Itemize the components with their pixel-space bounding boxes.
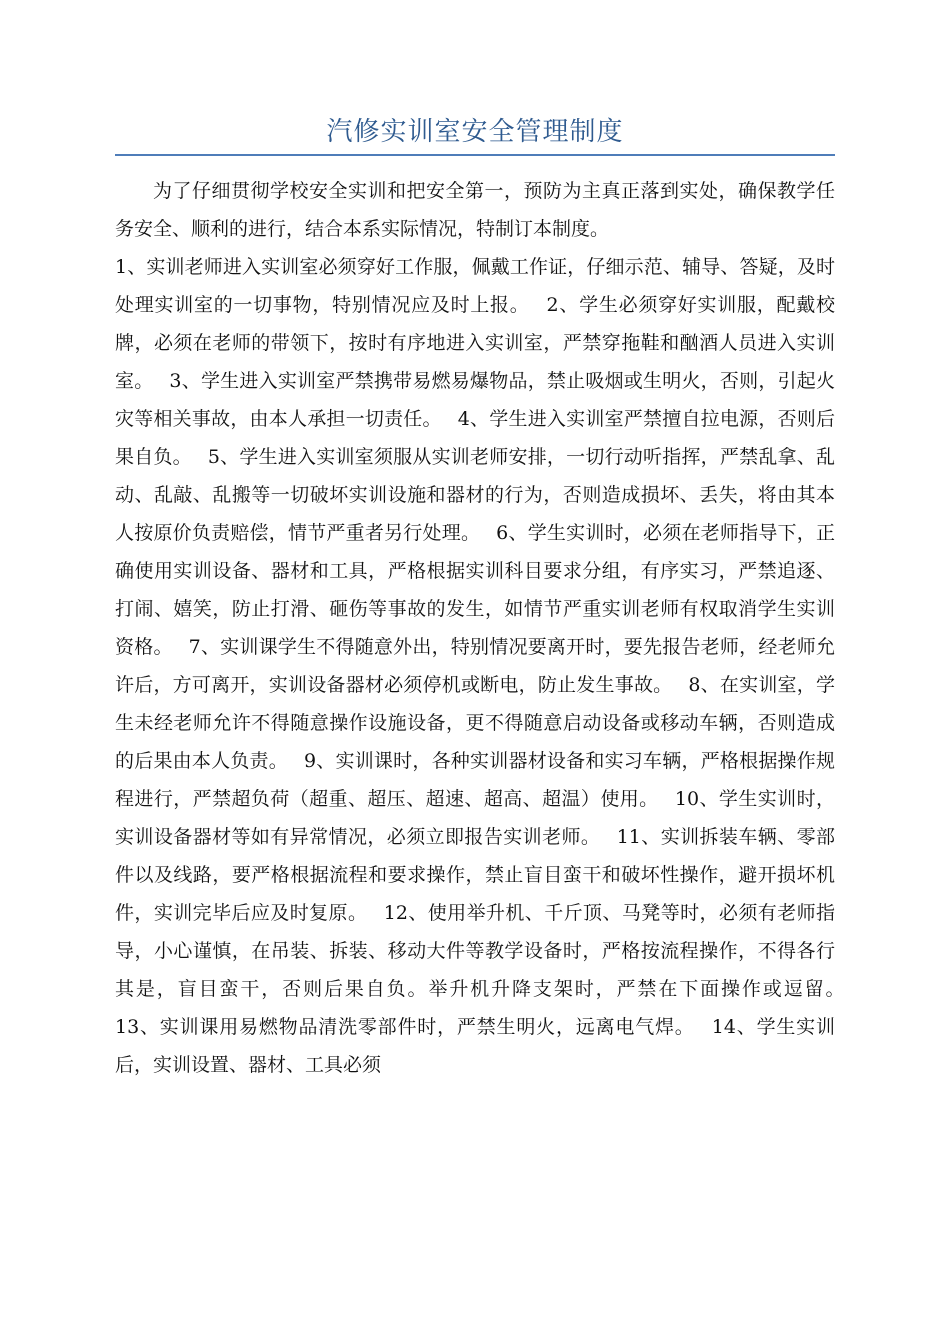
document-body [115,172,861,1084]
title-underline [115,154,835,156]
document-title: 汽修实训室安全管理制度 [326,117,624,147]
rules-paragraph: 1、实训老师进入实训室必须穿好工作服，佩戴工作证，仔细示范、辅导、答疑，及时处理实训室的一切事物，特别情况应及时上报。 2、学生必须穿好实训服，配戴校牌，必须在老师的带领下，按时有序地进入实训室，严禁穿拖鞋和酗酒人员进入实训室。 3、学生进入实训室严禁携带易燃易爆物品，禁止吸烟或生明火，否则，引起火灾等相关事故，由本人承担一切责任。 4、学生进入实训室严禁擅自拉电源，否则后果自负。 5、学生进入实训室须服从实训老师安排，一切行动听指挥，严禁乱拿、乱动、乱敲、乱搬等一切破坏实训设施和器材的行为，否则造成损坏、丢失，将由其本人按原价负责赔偿，情节严重者另行处理。 6、学生实训时，必须在老师指导下，正确使用实训设备、器材和工具，严格根据实训科目要求分组，有序实习，严禁追逐、打闹、嬉笑，防止打滑、砸伤等事故的发生，如情节严重实训老师有权取消学生实训资格。 7、实训课学生不得随意外出，特别情况要离开时，要先报告老师，经老师允许后，方可离开，实训设备器材必须停机或断电，防止发生事故。 8、在实训室，学生未经老师允许不得随意操作设施设备，更不得随意启动设备或移动车辆，否则造成的后果由本人负责。 9、实训课时，各种实训器材设备和实习车辆，严格根据操作规程进行，严禁超负荷（超重、超压、超速、超高、超温）使用。 10、学生实训时，实训设备器材等如有异常情况，必须立即报告实训老师。 11、实训拆装车辆、零部件以及线路，要严格根据流程和要求操作，禁止盲目蛮干和破坏性操作，避开损坏机件，实训完毕后应及时复原。 12、使用举升机、千斤顶、马凳等时，必须有老师指导，小心谨慎，在吊装、拆装、移动大件等教学设备时，严格按流程操作，不得各行其是，盲目蛮干，否则后果自负。举升机升降支架时，严禁在下面操作或逗留。 13、实训课用易燃物品清洗零部件时，严禁生明火，远离电气焊。 14、学生实训后，实训设置、器材、工具必须 [115,256,861,1076]
intro-paragraph: 为了仔细贯彻学校安全实训和把安全第一，预防为主真正落到实处，确保教学任务安全、顺利的进行，结合本系实际情况，特制订本制度。 [115,180,835,240]
